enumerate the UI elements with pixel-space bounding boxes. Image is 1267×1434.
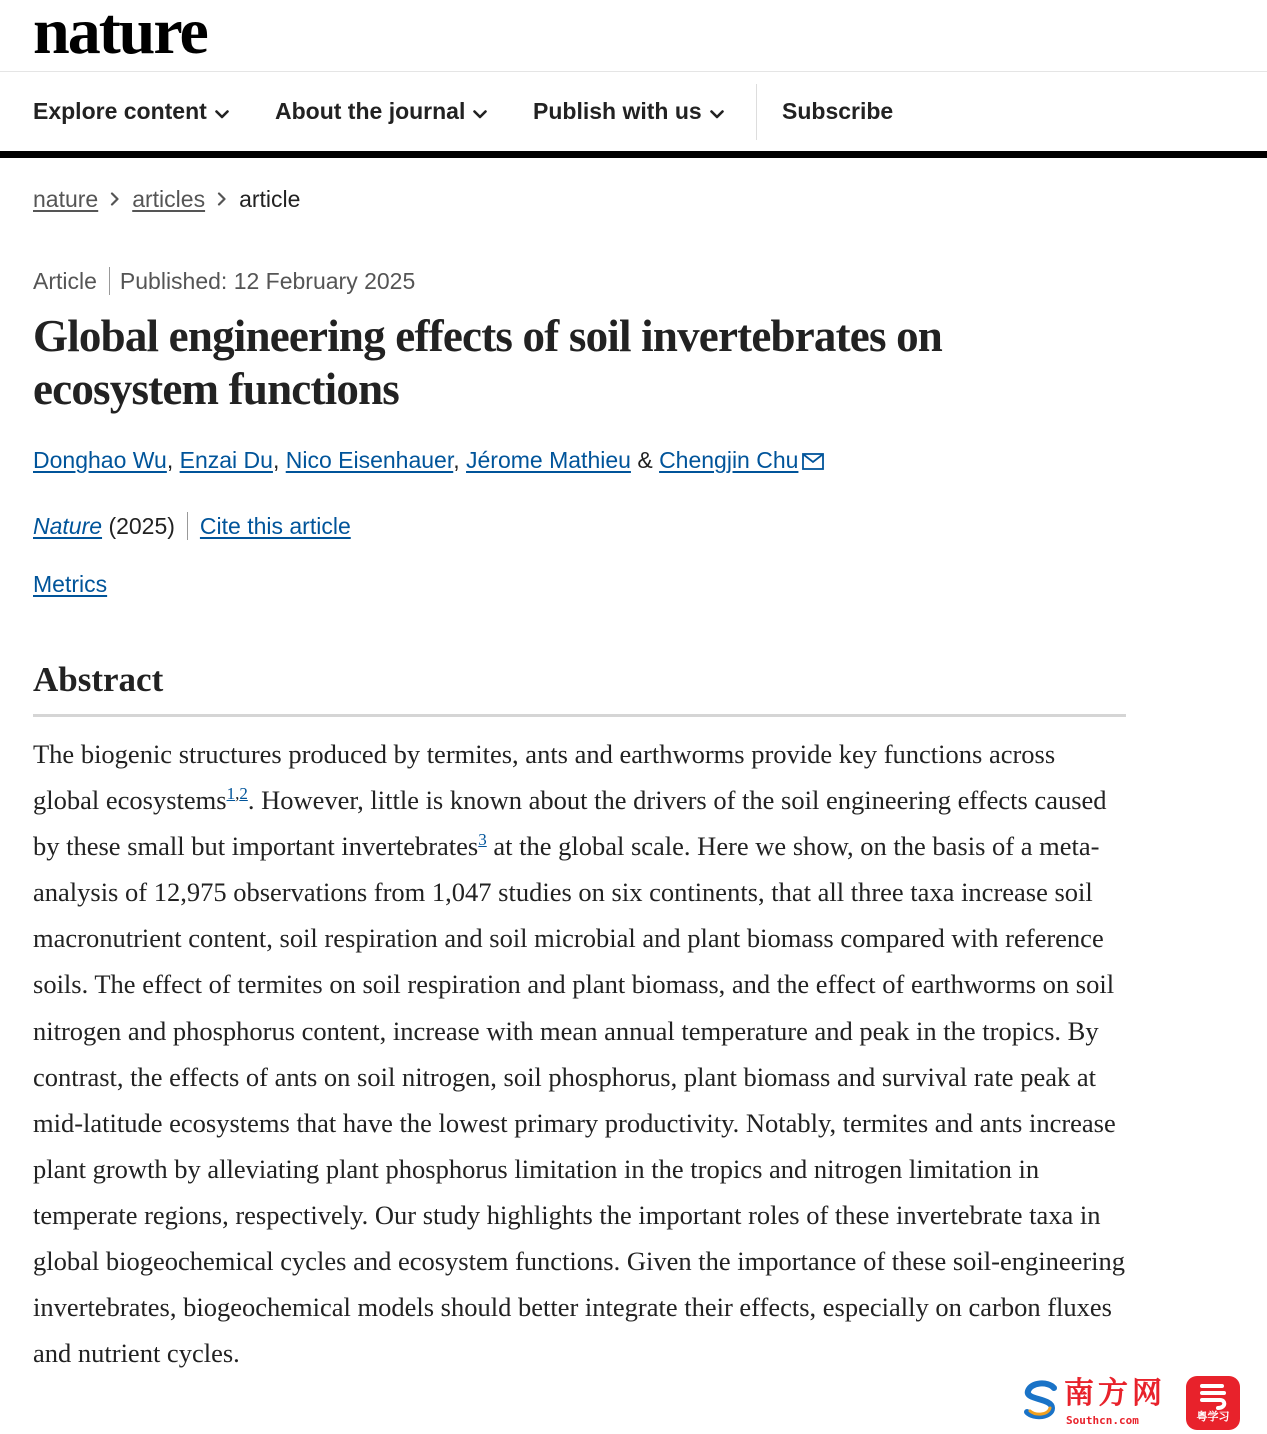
nav-bottom-bar bbox=[0, 151, 1267, 158]
nav-explore-content[interactable] bbox=[33, 84, 229, 140]
southcn-en-text: Southcn.com bbox=[1066, 1414, 1139, 1427]
reference-link[interactable]: 1 bbox=[226, 784, 236, 804]
breadcrumb bbox=[33, 186, 300, 213]
metrics-link[interactable]: Metrics bbox=[33, 571, 108, 597]
nav-label: Explore content bbox=[33, 98, 207, 124]
abstract-divider bbox=[33, 714, 1126, 717]
abstract-heading: Abstract bbox=[33, 660, 164, 699]
citation-line bbox=[33, 513, 351, 540]
breadcrumb-current: article bbox=[239, 186, 301, 212]
nature-logo[interactable]: nature bbox=[33, 0, 207, 68]
reference-link[interactable]: 2 bbox=[239, 784, 248, 804]
author-link[interactable]: Donghao Wu bbox=[33, 447, 167, 473]
citation-divider bbox=[187, 512, 188, 540]
southcn-watermark bbox=[1022, 1376, 1166, 1432]
southcn-cn-text: 南方网 bbox=[1064, 1376, 1166, 1411]
nav-label: About the journal bbox=[275, 98, 466, 124]
abstract-body: The biogenic structures produced by termites, ants and earthworms provide key functions across global ecosystems$^{1,2}$. However, little is known about the drivers of the soil engineering effects caused by these small but important invertebrates$^3$ at the global scale. Here we show, on the basis of a meta-analysis of 12,975 observations from 1,047 studies on six continents, that all three taxa increase soil macronutrient content, soil respiration and soil microbial and plant biomass compared with reference soils. The effect of termites on soil respiration and plant biomass, and the effect of earthworms on soil nitrogen and phosphorus content, increase with mean annual temperature and peak in the tropics. By contrast, the effects of ants on soil nitrogen, soil phosphorus, plant biomass and survival rate peak at mid-latitude ecosystems that have the lowest primary productivity. Notably, termites and ants increase plant growth by alleviating plant phosphorus limitation in the tropics and nitrogen limitation in temperate regions, respectively. Our study highlights the important roles of these invertebrate taxa in global biogeochemical cycles and ecosystem functions. Given the importance of these soil-engineering invertebrates, biogeochemical models should better integrate their effects, especially on carbon fluxes and nutrient cycles. bbox=[33, 739, 1126, 1369]
nav-about-journal[interactable] bbox=[275, 84, 487, 140]
author-link[interactable]: Jérome Mathieu bbox=[466, 447, 631, 473]
mail-icon[interactable] bbox=[802, 449, 824, 476]
article-type: Article bbox=[33, 268, 97, 294]
author-link[interactable]: Chengjin Chu bbox=[659, 447, 799, 473]
reference-link[interactable]: 3 bbox=[478, 830, 487, 850]
breadcrumb-nature[interactable]: nature bbox=[33, 186, 99, 212]
author-link[interactable]: Nico Eisenhauer bbox=[285, 447, 454, 473]
journal-link[interactable]: Nature bbox=[33, 513, 103, 539]
author-list: Donghao Wu, Enzai Du, Nico Eisenhauer, Jérome Mathieu & Chengjin Chu bbox=[33, 447, 824, 476]
nav-publish-with-us[interactable] bbox=[533, 84, 724, 140]
author-link[interactable]: Enzai Du bbox=[179, 447, 273, 473]
breadcrumb-articles[interactable]: articles bbox=[132, 186, 206, 212]
nav-separator bbox=[756, 84, 757, 140]
chevron-right-icon bbox=[110, 185, 120, 212]
chevron-down-icon bbox=[710, 84, 724, 138]
nav-subscribe[interactable] bbox=[782, 84, 893, 140]
nav-label: Publish with us bbox=[533, 98, 702, 124]
main-nav bbox=[0, 84, 1267, 140]
nav-label: Subscribe bbox=[782, 98, 894, 124]
header-divider bbox=[0, 71, 1267, 72]
southcn-logo-icon bbox=[1022, 1380, 1060, 1425]
chevron-right-icon bbox=[217, 185, 227, 212]
app-label: 粤学习 bbox=[1196, 1410, 1230, 1423]
published-date: Published: 12 February 2025 bbox=[119, 268, 416, 294]
cite-article-link[interactable]: Cite this article bbox=[199, 513, 351, 539]
publication-year: (2025) bbox=[108, 513, 175, 539]
article-title: Global engineering effects of soil invertebrates on ecosystem functions bbox=[33, 311, 943, 414]
chevron-down-icon bbox=[473, 84, 487, 138]
chevron-down-icon bbox=[215, 84, 229, 138]
meta-divider bbox=[109, 267, 110, 295]
article-meta bbox=[33, 268, 415, 295]
yuexuexi-app-badge bbox=[1186, 1376, 1240, 1430]
